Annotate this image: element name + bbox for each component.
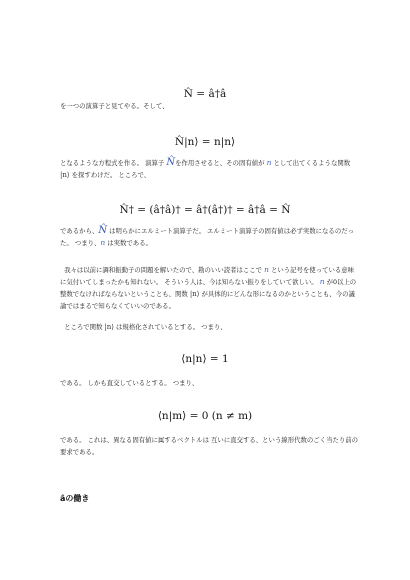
equation-number-operator: N̂ = â†â [183,88,227,100]
paragraph-3 [60,225,360,249]
text-span: は実数である。 [105,239,152,247]
text-span: を作用させると、その固有値が [175,159,267,167]
text-span: となるような方程式を作る。 演算子 [60,159,167,167]
text-span: という記号を使っている意味に気付いてしまったかも知れない。 そういう人は、今は知らない振りをしていて欲しい。 [60,266,355,286]
equation-orthogonality: ⟨n|m⟩ = 0 (n ≠ m) [157,410,253,422]
text-span: 我々は以前に調和振動子の問題を解いたので、勘のいい読者はここで [64,266,265,274]
text-span: ところで関数 [64,323,105,331]
operator-symbol: N̂ [166,157,176,168]
paragraph-4 [60,264,360,312]
variable-n: n [266,158,272,167]
equation-normalization: ⟨n|n⟩ = 1 [181,353,229,365]
paragraph-2 [60,157,360,181]
equation-hermitian: N̂† = (â†â)† = â†(â†)† = â†â = N̂ [119,204,291,216]
paragraph-5 [60,321,360,333]
paragraph-6: である。 しかも直交しているとする。 つまり、 [60,379,199,387]
operator-symbol: N̂ [98,225,108,236]
variable-n: n [100,238,106,247]
text-span: は明らかにエルミート演算子だ。 エルミート演算子の固有値は必ず実数になるのだった。 つまり、 [60,227,354,247]
text-span: であるから、 [60,227,99,235]
text-span: は規格化されているとする。 つまり、 [114,323,227,331]
equation-eigenvalue: N̂|n⟩ = n|n⟩ [174,136,236,148]
text-span: を探すわけだ。 ところで、 [69,171,151,179]
variable-n: n [264,265,269,274]
ket-symbol: |n⟩ [104,323,114,331]
paragraph-7: である。 これは、異なる固有値に属するベクトルは 互いに直交する、という線形代数のごく当たり前の要求である。 [60,436,359,456]
section-heading: âの働き [60,494,90,503]
text-span: として出てくるような関数 [271,159,351,167]
variable-n: n [319,277,325,286]
ket-symbol: |n⟩ [189,290,200,298]
text-span: が0以上の整数でなければならないということも、関数 [60,278,357,298]
ket-symbol: |n⟩ [60,171,70,179]
paragraph-1: を一つの演算子と見てやる。そして、 [60,102,169,110]
text-span: が具体的にどんな形になるのかということも、今の議論ではまるで知らなくていいのである。 [60,290,355,310]
